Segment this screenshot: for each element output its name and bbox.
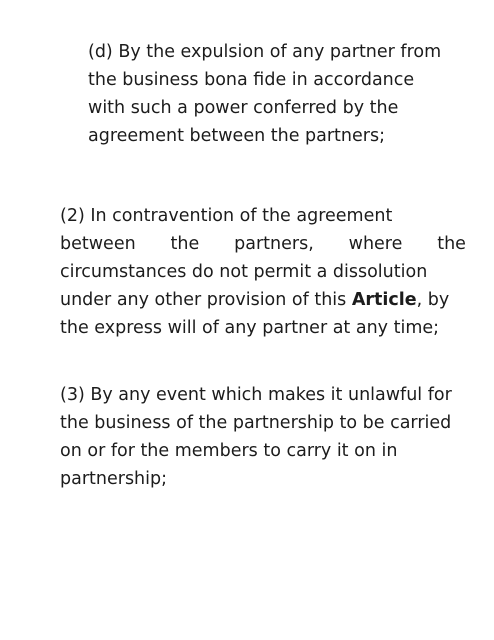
clause-d-line-4: agreement between the partners; (88, 126, 385, 146)
clause-2-line-4 (60, 286, 466, 314)
clause-2-line-1: (2) In contravention of the agreement (60, 206, 393, 226)
clause-d-line-2: the business bona fide in accordance (88, 70, 415, 90)
clause-2-paragraph (60, 202, 466, 342)
article-bold-term: Article (351, 290, 417, 310)
clause-d-line-3: with such a power conferred by the (88, 98, 399, 118)
text-run: , by (416, 290, 450, 310)
clause-3-line-1: (3) By any event which makes it unlawful for (60, 385, 452, 405)
clause-d-paragraph (88, 38, 466, 150)
clause-2-line-5: the express will of any partner at any time; (60, 318, 440, 338)
word: partners, (234, 234, 314, 254)
word: the (170, 234, 200, 254)
text-run: (d) By the expulsion of any partner from (88, 42, 442, 62)
clause-3-line-3: on or for the members to carry it on in (60, 441, 398, 461)
clause-3-line-4: partnership; (60, 469, 168, 489)
clause-3-paragraph (60, 381, 466, 493)
clause-2-line-2 (60, 230, 466, 258)
text-run: under any other provision of this (60, 290, 352, 310)
word: between (60, 234, 136, 254)
word: the (437, 234, 466, 254)
clause-3-line-2: the business of the partnership to be carried (60, 413, 452, 433)
clause-2-line-3: circumstances do not permit a dissolution (60, 262, 428, 282)
word: where (348, 234, 403, 254)
clause-d-line-1 (88, 38, 466, 66)
